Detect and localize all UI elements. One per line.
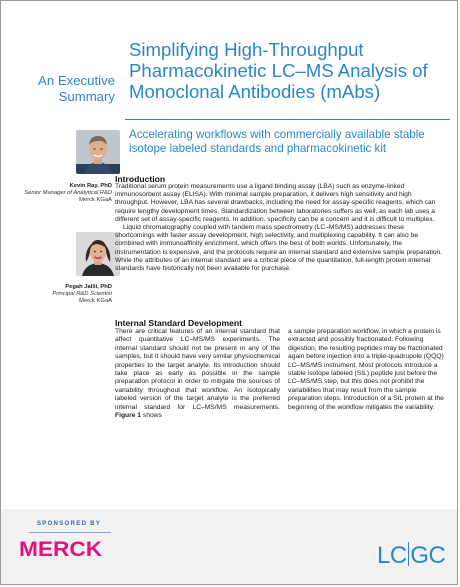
author-name: Pegah Jalili, PhD bbox=[65, 284, 112, 290]
executive-summary-label bbox=[11, 73, 115, 105]
paragraph: Traditional serum protein measurements use a ligand binding assay (LBA) such as enzyme-linked immunosorbent assay (ELISA). With minimal sample preparation, it delivers high sensitivity and high throughput. However, LBA has several drawbacks, including the need for assay-specific reagents, which can require lengthy development times. Standardization between laboratories suffers as well, as each lab uses a different set of assay-specific reagents. In addition, specificity can be a concern and it is difficult to multiplex. bbox=[115, 183, 436, 223]
paragraph-text: There are critical features of an internal standard that affect quantitative LC–MS/MS experiments. The internal standard should not be present in any of the samples, but it should have very similar physiochemical properties to the target analyte. Its introduction should take place as early as possible in the sample preparation protocol in order to mitigate the sources of variability throughout that workflow. An isotopically labeled version of the target analyte is the preferred internal standard for LC–MS/MS measurements. bbox=[115, 328, 280, 411]
introduction-body bbox=[115, 183, 445, 273]
author-kevin-ray bbox=[6, 183, 112, 204]
executive-line-2: Summary bbox=[58, 89, 115, 104]
merck-logo: MERCK bbox=[19, 538, 103, 561]
author-org: Merck KGaA bbox=[79, 298, 112, 304]
author-pegah-jalili bbox=[6, 284, 112, 305]
author-photo-kevin-ray bbox=[76, 130, 120, 174]
sponsor-divider bbox=[29, 532, 111, 533]
text-column-right: a sample preparation workflow, in which a protein is extracted and possibly fractionated. Following digestion, the resulting peptides may be fractionated again before injection into a triple-quadrupole (QQQ) LC–MS/MS instrument. Most protocols introduce a stable isotope labeled (SIL) peptide just before the LC–MS/MS step, but this does not prohibit the variabilities that may result from the sample preparation steps. Introduction of a SIL protein at the beginning of the workflow mitigates the variability. bbox=[288, 328, 444, 411]
paragraph: Liquid chromatography coupled with tandem mass spectrometry (LC–MS/MS) addresses these shortcomings with faster assay development, high selectivity, and multiplexing capability. It can also be combined with immunoaffinity enrichment, which offers the best of both worlds. Unfortunately, the instrumentation is expensive, and the protocols require an internal standard and extensive sample preparation. While the attributes of an internal standard are a critical piece of the quantitation, full-length protein internal standards have historically not been available for purchase. bbox=[115, 224, 443, 273]
author-role: Senior Manager of Analytical R&D bbox=[24, 190, 112, 196]
author-role: Principal R&D Scientist bbox=[52, 291, 112, 297]
executive-line-1: An Executive bbox=[38, 73, 115, 88]
lcgc-logo-right: GC bbox=[410, 542, 446, 569]
title-divider bbox=[125, 119, 450, 120]
lcgc-logo-left: LC bbox=[377, 542, 407, 569]
sponsored-by-label: SPONSORED BY bbox=[36, 520, 102, 527]
paragraph-text: shows bbox=[142, 412, 162, 420]
figure-reference: Figure 1 bbox=[115, 412, 142, 420]
lcgc-logo bbox=[377, 542, 445, 570]
author-name: Kevin Ray, PhD bbox=[69, 183, 112, 189]
section-heading-internal-standard: Internal Standard Development bbox=[115, 318, 243, 328]
page-title: Simplifying High-Throughput Pharmacokinetic LC–MS Analysis of Monoclonal Antibodies (mAbs) bbox=[129, 39, 428, 102]
author-org: Merck KGaA bbox=[79, 197, 112, 203]
section-heading-introduction: Introduction bbox=[115, 174, 166, 184]
text-column-left bbox=[115, 328, 280, 420]
author-photo-pegah-jalili bbox=[76, 232, 120, 276]
page-subtitle: Accelerating workflows with commercially available stable isotope labeled standards and pharmacokinetic kit bbox=[129, 128, 425, 155]
